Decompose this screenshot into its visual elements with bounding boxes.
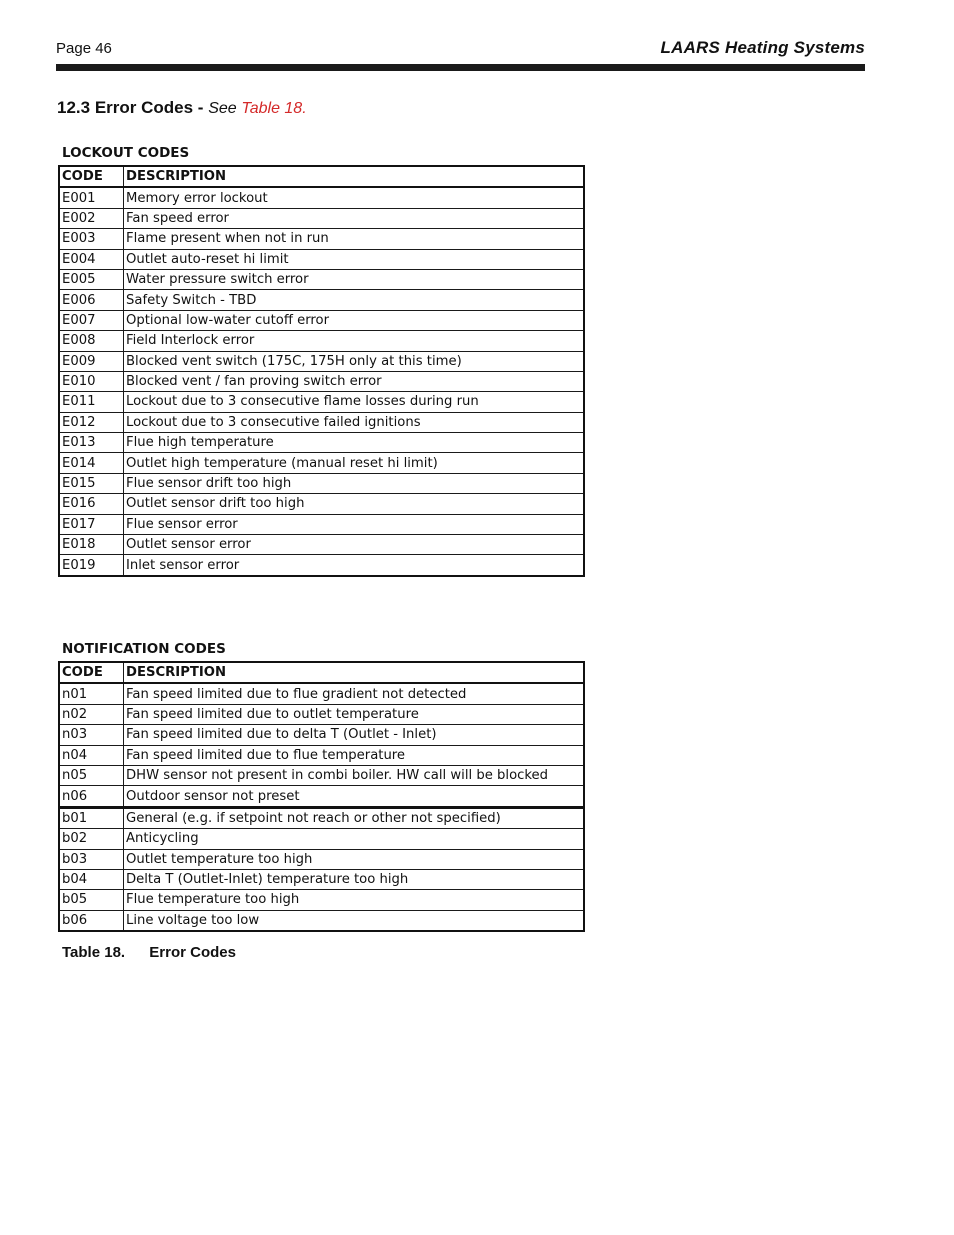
lockout-caption: LOCKOUT CODES [62, 145, 190, 161]
column-header-description: DESCRIPTION [124, 662, 585, 683]
code-cell: b06 [59, 910, 124, 931]
section-number: 12.3 [57, 98, 91, 117]
table-row [59, 725, 584, 745]
column-header-code: CODE [59, 166, 124, 187]
see-text: See [208, 100, 237, 117]
header-rule [56, 64, 865, 71]
code-cell: b02 [59, 829, 124, 849]
table-row [59, 494, 584, 514]
table-row [59, 890, 584, 910]
description-cell: Water pressure switch error [124, 269, 585, 289]
description-cell: Inlet sensor error [124, 555, 585, 576]
table-row [59, 910, 584, 931]
table-row [59, 829, 584, 849]
table-row [59, 683, 584, 704]
code-cell: E013 [59, 433, 124, 453]
description-cell: General (e.g. if setpoint not reach or other not specified) [124, 807, 585, 828]
table-row [59, 249, 584, 269]
table-row [59, 290, 584, 310]
code-cell: E019 [59, 555, 124, 576]
table-row [59, 514, 584, 534]
page-header [56, 38, 865, 74]
description-cell: Fan speed limited due to outlet temperature [124, 704, 585, 724]
table-row [59, 473, 584, 493]
table-row [59, 849, 584, 869]
code-cell: E010 [59, 371, 124, 391]
code-cell: E012 [59, 412, 124, 432]
table-header-row [59, 166, 584, 187]
table-row [59, 786, 584, 807]
description-cell: Field Interlock error [124, 331, 585, 351]
code-cell: E002 [59, 208, 124, 228]
notification-codes-table [58, 661, 585, 932]
table-row [59, 412, 584, 432]
code-cell: b05 [59, 890, 124, 910]
notification-caption: NOTIFICATION CODES [62, 641, 226, 657]
description-cell: Flue temperature too high [124, 890, 585, 910]
table-row [59, 269, 584, 289]
description-cell: Outlet auto-reset hi limit [124, 249, 585, 269]
description-cell: Line voltage too low [124, 910, 585, 931]
code-cell: n04 [59, 745, 124, 765]
table-row [59, 745, 584, 765]
description-cell: Outlet temperature too high [124, 849, 585, 869]
code-cell: E015 [59, 473, 124, 493]
description-cell: Delta T (Outlet-Inlet) temperature too high [124, 869, 585, 889]
table-row [59, 555, 584, 576]
table-number: Table 18. [62, 944, 126, 961]
table-row [59, 351, 584, 371]
code-cell: E011 [59, 392, 124, 412]
brand-title: LAARS Heating Systems [660, 38, 865, 57]
description-cell: Outlet high temperature (manual reset hi limit) [124, 453, 585, 473]
code-cell: n06 [59, 786, 124, 807]
code-cell: E004 [59, 249, 124, 269]
code-cell: n02 [59, 704, 124, 724]
description-cell: Optional low-water cutoff error [124, 310, 585, 330]
code-cell: b01 [59, 807, 124, 828]
code-cell: n05 [59, 765, 124, 785]
table-row [59, 869, 584, 889]
description-cell: Safety Switch - TBD [124, 290, 585, 310]
description-cell: Anticycling [124, 829, 585, 849]
description-cell: Fan speed limited due to delta T (Outlet - Inlet) [124, 725, 585, 745]
code-cell: E005 [59, 269, 124, 289]
code-cell: E003 [59, 229, 124, 249]
section-heading [57, 98, 307, 118]
code-cell: E009 [59, 351, 124, 371]
description-cell: Outlet sensor drift too high [124, 494, 585, 514]
description-cell: Outdoor sensor not preset [124, 786, 585, 807]
description-cell: Memory error lockout [124, 187, 585, 208]
table-row [59, 807, 584, 828]
description-cell: Flue sensor drift too high [124, 473, 585, 493]
description-cell: Flame present when not in run [124, 229, 585, 249]
column-header-description: DESCRIPTION [124, 166, 585, 187]
description-cell: Fan speed limited due to flue gradient not detected [124, 683, 585, 704]
section-title: Error Codes - [94, 98, 204, 117]
code-cell: E014 [59, 453, 124, 473]
table-title: Error Codes [149, 944, 236, 961]
code-cell: E016 [59, 494, 124, 514]
description-cell: Blocked vent / fan proving switch error [124, 371, 585, 391]
code-cell: E018 [59, 535, 124, 555]
code-cell: E001 [59, 187, 124, 208]
table-row [59, 765, 584, 785]
table-row [59, 208, 584, 228]
code-cell: E007 [59, 310, 124, 330]
description-cell: Fan speed error [124, 208, 585, 228]
code-cell: n03 [59, 725, 124, 745]
description-cell: Fan speed limited due to flue temperature [124, 745, 585, 765]
table-row [59, 187, 584, 208]
table-row [59, 433, 584, 453]
table-row [59, 704, 584, 724]
page-number: Page 46 [56, 40, 112, 57]
table-row [59, 331, 584, 351]
table-caption [62, 944, 256, 961]
code-cell: b03 [59, 849, 124, 869]
lockout-codes-table [58, 165, 585, 577]
table-header-row [59, 662, 584, 683]
description-cell: DHW sensor not present in combi boiler. HW call will be blocked [124, 765, 585, 785]
code-cell: n01 [59, 683, 124, 704]
table-row [59, 392, 584, 412]
table-row [59, 310, 584, 330]
description-cell: Blocked vent switch (175C, 175H only at this time) [124, 351, 585, 371]
description-cell: Lockout due to 3 consecutive failed ignitions [124, 412, 585, 432]
code-cell: b04 [59, 869, 124, 889]
table-reference-link[interactable]: Table 18. [241, 100, 307, 117]
code-cell: E017 [59, 514, 124, 534]
description-cell: Lockout due to 3 consecutive flame losses during run [124, 392, 585, 412]
table-row [59, 535, 584, 555]
code-cell: E006 [59, 290, 124, 310]
code-cell: E008 [59, 331, 124, 351]
table-row [59, 453, 584, 473]
table-row [59, 371, 584, 391]
table-row [59, 229, 584, 249]
description-cell: Flue high temperature [124, 433, 585, 453]
description-cell: Outlet sensor error [124, 535, 585, 555]
description-cell: Flue sensor error [124, 514, 585, 534]
column-header-code: CODE [59, 662, 124, 683]
